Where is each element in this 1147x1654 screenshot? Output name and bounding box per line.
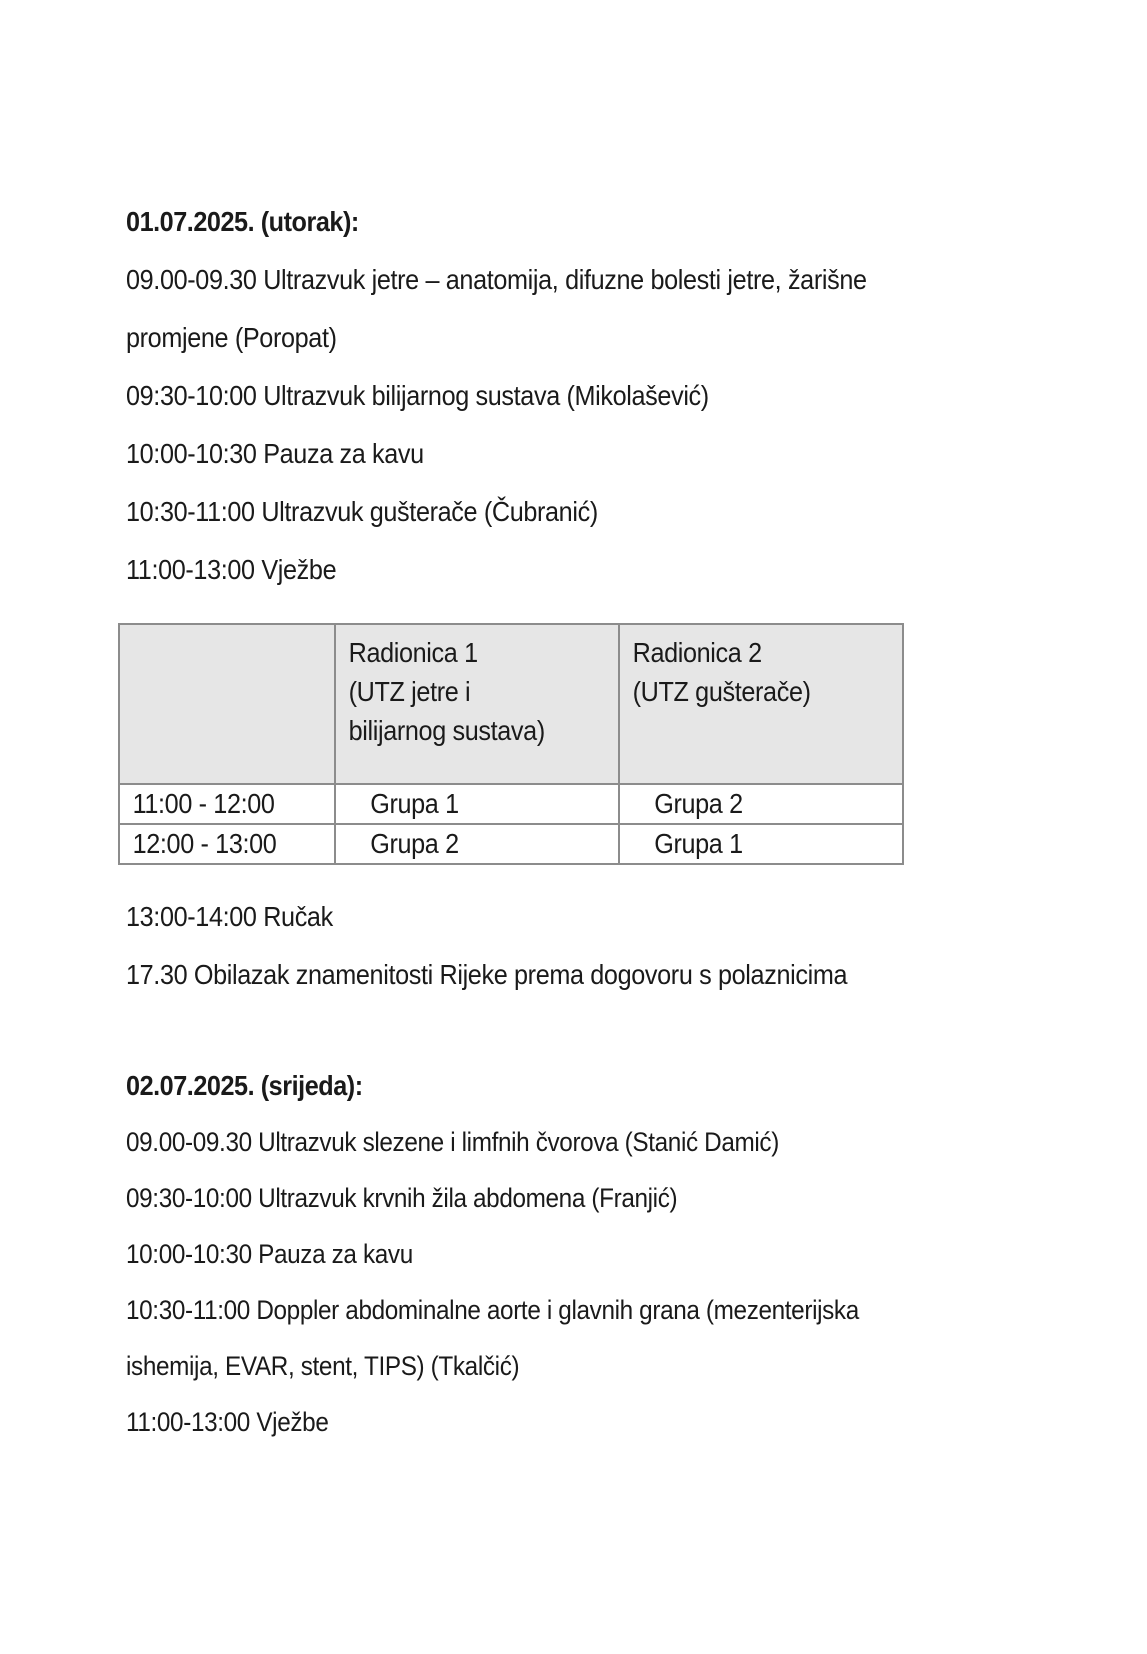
table-row	[119, 824, 903, 864]
schedule-line: 10:30-11:00 Ultrazvuk gušterače (Čubranić)	[126, 496, 598, 527]
group-cell: Grupa 1	[619, 824, 903, 864]
day-1-schedule	[126, 193, 1026, 599]
day-2-heading: 02.07.2025. (srijeda):	[126, 1070, 363, 1101]
schedule-line: 10:00-10:30 Pauza za kavu	[126, 438, 424, 469]
schedule-line: 11:00-13:00 Vježbe	[126, 554, 337, 585]
day-1-heading: 01.07.2025. (utorak):	[126, 206, 359, 237]
header-line: Radionica 2	[632, 637, 762, 668]
table-header-empty	[119, 624, 335, 784]
table-header-radionica-2	[619, 624, 903, 784]
group-cell: Grupa 1	[335, 784, 619, 824]
table-header-radionica-1	[335, 624, 619, 784]
schedule-line: 09.00-09.30 Ultrazvuk slezene i limfnih čvorova (Stanić Damić)	[126, 1127, 779, 1157]
schedule-line: 09:30-10:00 Ultrazvuk krvnih žila abdomena (Franjić)	[126, 1183, 678, 1213]
workshop-table	[118, 623, 904, 865]
schedule-line: 10:00-10:30 Pauza za kavu	[126, 1239, 413, 1269]
header-line: bilijarnog sustava)	[348, 715, 545, 746]
day-2-schedule	[126, 1058, 1026, 1450]
table-row	[119, 784, 903, 824]
schedule-line: 17.30 Obilazak znamenitosti Rijeke prema dogovoru s polaznicima	[126, 959, 848, 990]
schedule-line: 10:30-11:00 Doppler abdominalne aorte i glavnih grana (mezenterijska	[126, 1295, 859, 1325]
schedule-line: promjene (Poropat)	[126, 322, 337, 353]
header-line: (UTZ gušterače)	[632, 676, 811, 707]
schedule-line: 09.00-09.30 Ultrazvuk jetre – anatomija, difuzne bolesti jetre, žarišne	[126, 264, 867, 295]
schedule-line: 11:00-13:00 Vježbe	[126, 1407, 329, 1437]
group-cell: Grupa 2	[619, 784, 903, 824]
header-line: Radionica 1	[348, 637, 478, 668]
schedule-line: 13:00-14:00 Ručak	[126, 901, 333, 932]
time-cell: 11:00 - 12:00	[119, 784, 335, 824]
day-1-afternoon	[126, 888, 927, 1004]
schedule-line: 09:30-10:00 Ultrazvuk bilijarnog sustava (Mikolašević)	[126, 380, 709, 411]
header-line: (UTZ jetre i	[348, 676, 471, 707]
time-cell: 12:00 - 13:00	[119, 824, 335, 864]
schedule-line: ishemija, EVAR, stent, TIPS) (Tkalčić)	[126, 1351, 520, 1381]
table-header-row	[119, 624, 903, 784]
group-cell: Grupa 2	[335, 824, 619, 864]
